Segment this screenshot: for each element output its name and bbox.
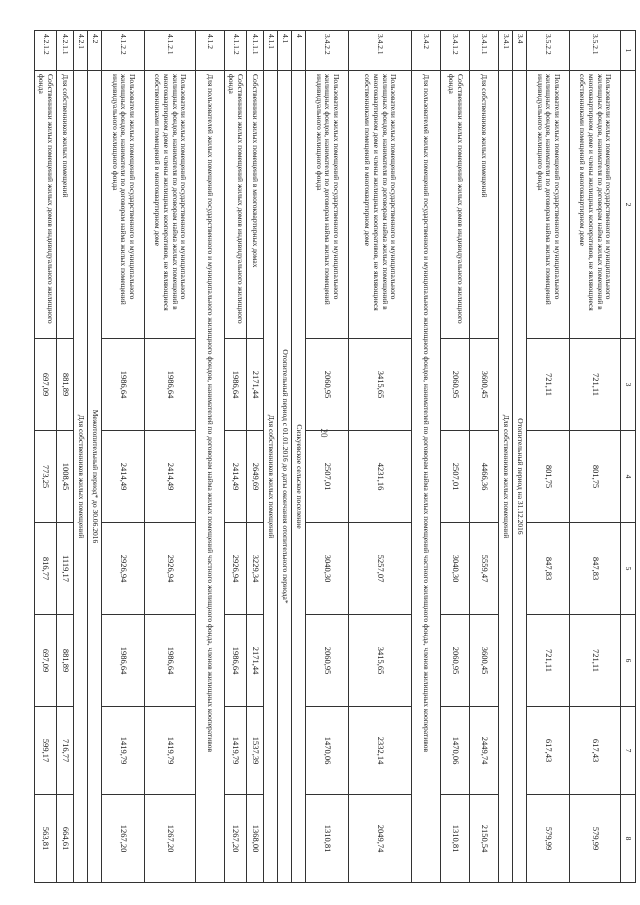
tariff-value-cell: 3040,30 [441,523,470,615]
row-code: 3.4.2.1 [349,31,412,71]
tariff-value-cell: 1986,64 [102,615,145,707]
table-row [349,31,412,883]
tariff-value-cell: 847,83 [527,523,570,615]
row-code: 4.1.2.2 [102,31,145,71]
tariff-value-cell: 2171,44 [247,615,264,707]
table-row [247,31,264,883]
section-title: Отопительный период с 01.01.2016 до даты окончания отопительного периода* [278,71,292,883]
row-code: 4.1 [278,31,292,71]
tariff-value-cell: 5257,07 [349,523,412,615]
tariff-value-cell: 3229,34 [247,523,264,615]
tariff-value-cell: 816,77 [35,523,57,615]
tariff-value-cell: 617,43 [527,707,570,795]
tariff-value-cell: 801,75 [527,431,570,523]
tariff-value-cell: 2332,14 [349,707,412,795]
tariff-value-cell: 599,17 [35,707,57,795]
row-code: 3.4.2.2 [306,31,349,71]
section-row [88,31,102,883]
tariff-value-cell: 664,61 [57,795,74,883]
row-code: 3.4.1.2 [441,31,470,71]
tariff-value-cell: 847,83 [570,523,621,615]
consumer-category: Пользователи жилых помещений государственного и муниципального жилищных фондов, нанимателя по договорам найма жилых помещений в многоквартирном доме и члены жилищных кооперативов, не являющиеся собственниками помещений в многоквартирном доме [145,71,196,339]
tariff-value-cell: 1419,79 [225,707,247,795]
tariff-value-cell: 1986,64 [145,339,196,431]
table-row [441,31,470,883]
tariff-value-cell: 2414,49 [145,431,196,523]
table-row [145,31,196,883]
tariff-table [34,30,636,883]
row-code: 4.2.1 [74,31,88,71]
table-row [470,31,499,883]
row-code: 3.4.2 [412,31,441,71]
tariff-value-cell: 1986,64 [102,339,145,431]
section-title: Отопительный период на 31.12.2016 [513,71,527,883]
consumer-category: Собственники жилых помещений жилых домов индивидуального жилищного фонда [441,71,470,339]
row-code: 3.4.1.1 [470,31,499,71]
header-cell: 2 [621,71,636,339]
tariff-value-cell: 2926,94 [225,523,247,615]
row-code: 4.1.1 [264,31,278,71]
tariff-value-cell: 579,99 [570,795,621,883]
section-title: Для пользователей жилых помещений государственного и муниципального жилищного фондов, нанимателей по договорам найма жилых помещений частного жилищного фонда, членов жилищных кооперативов [196,71,225,883]
consumer-category: Пользователи жилых помещений государственного и муниципального жилищных фондов, наниматели по договорам найма жилых помещений индивидуального жилищного фонда [527,71,570,339]
consumer-category: Пользователи жилых помещений государственного и муниципального жилищных фондов, нанимателя по договорам найма жилых помещений в многоквартирном доме и члены жилищных кооперативов, не являющиеся собственниками помещений в многоквартирном доме [570,71,621,339]
tariff-value-cell: 1310,81 [306,795,349,883]
consumer-category: Для собственников жилых помещений [470,71,499,339]
tariff-value-cell: 1419,79 [145,707,196,795]
tariff-value-cell: 1470,06 [306,707,349,795]
tariff-value-cell: 697,09 [35,339,57,431]
tariff-value-cell: 2049,74 [349,795,412,883]
section-title: Для пользователей жилых помещений государственного и муниципального жилищного фондов, нанимателей по договорам найма жилых помещений частного жилищного фонда, членов жилищных кооперативов [412,71,441,883]
tariff-value-cell: 1267,20 [145,795,196,883]
row-code: 4.2 [88,31,102,71]
tariff-value-cell: 1537,39 [247,707,264,795]
tariff-value-cell: 2507,01 [306,431,349,523]
tariff-value-cell: 2414,49 [225,431,247,523]
tariff-value-cell: 1119,17 [57,523,74,615]
tariff-value-cell: 617,43 [570,707,621,795]
row-code: 4.1.2 [196,31,225,71]
rotated-page [37,30,636,882]
row-code: 4.1.1.1 [247,31,264,71]
tariff-value-cell: 697,09 [35,615,57,707]
row-code: 4.1.1.2 [225,31,247,71]
table-row [570,31,621,883]
header-row [621,31,636,883]
section-row [74,31,88,883]
tariff-value-cell: 3415,65 [349,339,412,431]
tariff-value-cell: 1368,00 [247,795,264,883]
tariff-value-cell: 2926,94 [145,523,196,615]
section-row [278,31,292,883]
tariff-value-cell: 2449,74 [470,707,499,795]
page-number: 20 [319,428,329,438]
consumer-category: Собственники жилых помещений жилых домов индивидуального жилищного фонда [225,71,247,339]
tariff-value-cell: 881,89 [57,339,74,431]
consumer-category: Пользователи жилых помещений государственного и муниципального жилищных фондов, нанимателя по договорам найма жилых помещений в многоквартирном доме и члены жилищных кооперативов, не являющиеся собственниками помещений в многоквартирном доме [349,71,412,339]
tariff-value-cell: 2150,54 [470,795,499,883]
table-row [527,31,570,883]
section-title: Для собственников жилых помещений [74,71,88,883]
row-code: 3.4 [513,31,527,71]
consumer-category: Пользователи жилых помещений государственного и муниципального жилищных фондов, наниматели по договорам найма жилых помещений индивидуального жилищного фонда [306,71,349,339]
tariff-value-cell: 3600,45 [470,339,499,431]
table-row [57,31,74,883]
tariff-value-cell: 1267,20 [102,795,145,883]
header-cell: 1 [621,31,636,71]
tariff-value-cell: 2926,94 [102,523,145,615]
tariff-value-cell: 1986,64 [225,615,247,707]
tariff-value-cell: 716,77 [57,707,74,795]
table-body [35,31,636,883]
section-row [264,31,278,883]
tariff-value-cell: 2060,95 [441,615,470,707]
table-row [306,31,349,883]
consumer-category: Собственники жилых помещений в многоквартирных домах [247,71,264,339]
tariff-value-cell: 881,89 [57,615,74,707]
section-row [292,31,306,883]
consumer-category: Собственники жилых помещений жилых домов индивидуального жилищного фонда [35,71,57,339]
tariff-value-cell: 721,11 [570,615,621,707]
tariff-value-cell: 1986,64 [225,339,247,431]
tariff-value-cell: 1419,79 [102,707,145,795]
tariff-value-cell: 773,25 [35,431,57,523]
tariff-value-cell: 5559,47 [470,523,499,615]
tariff-value-cell: 3040,30 [306,523,349,615]
tariff-value-cell: 3415,65 [349,615,412,707]
tariff-value-cell: 2060,95 [306,339,349,431]
header-cell: 6 [621,615,636,707]
row-code: 4 [292,31,306,71]
header-cell: 4 [621,431,636,523]
tariff-table-sheet [37,30,636,882]
tariff-value-cell: 721,11 [527,615,570,707]
section-title: Межотопительный период* до 30.06.2016 [88,71,102,883]
section-title: Для собственников жилых помещений [264,71,278,883]
header-cell: 3 [621,339,636,431]
section-row [196,31,225,883]
table-row [225,31,247,883]
tariff-value-cell: 579,99 [527,795,570,883]
row-code: 4.1.2.1 [145,31,196,71]
header-cell: 8 [621,795,636,883]
table-row [35,31,57,883]
section-row [513,31,527,883]
consumer-category: Для собственников жилых помещений [57,71,74,339]
row-code: 3.5.2.1 [570,31,621,71]
row-code: 4.2.1.1 [57,31,74,71]
table-row [102,31,145,883]
row-code: 4.2.1.2 [35,31,57,71]
header-cell: 7 [621,707,636,795]
tariff-value-cell: 2414,49 [102,431,145,523]
tariff-value-cell: 1986,64 [145,615,196,707]
tariff-value-cell: 3600,45 [470,615,499,707]
tariff-value-cell: 1470,06 [441,707,470,795]
tariff-value-cell: 2171,44 [247,339,264,431]
section-row [412,31,441,883]
row-code: 3.5.2.2 [527,31,570,71]
tariff-value-cell: 4231,16 [349,431,412,523]
tariff-value-cell: 721,11 [570,339,621,431]
consumer-category: Пользователи жилых помещений государственного и муниципального жилищных фондов, наниматели по договорам найма жилых помещений индивидуального жилищного фонда [102,71,145,339]
section-title: Для собственников жилых помещений [499,71,513,883]
section-row [499,31,513,883]
tariff-value-cell: 1310,81 [441,795,470,883]
section-title: Сизкуевское сельское поселение [292,71,306,883]
tariff-value-cell: 2060,95 [441,339,470,431]
tariff-value-cell: 2507,01 [441,431,470,523]
header-cell: 5 [621,523,636,615]
row-code: 3.4.1 [499,31,513,71]
tariff-value-cell: 1008,45 [57,431,74,523]
tariff-value-cell: 2060,95 [306,615,349,707]
tariff-value-cell: 2649,69 [247,431,264,523]
tariff-value-cell: 801,75 [570,431,621,523]
tariff-value-cell: 4466,36 [470,431,499,523]
tariff-value-cell: 721,11 [527,339,570,431]
tariff-value-cell: 563,81 [35,795,57,883]
tariff-value-cell: 1267,20 [225,795,247,883]
